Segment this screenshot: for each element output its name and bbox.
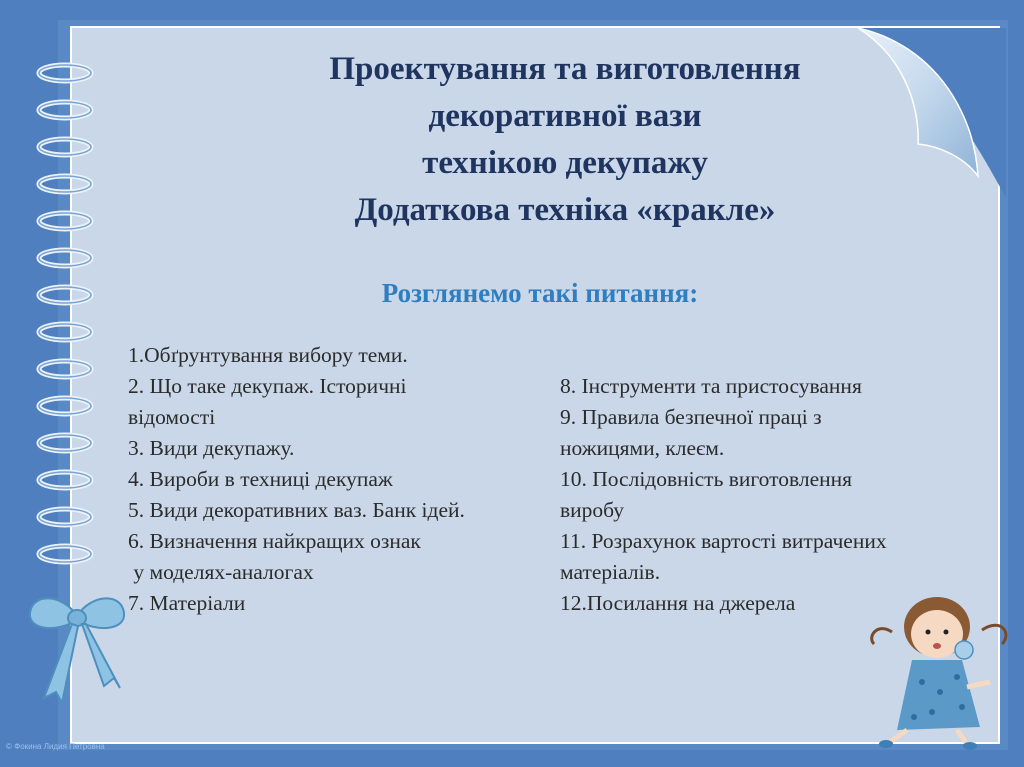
list-item: 2. Що таке декупаж. Історичні bbox=[128, 374, 407, 398]
list-item: 1.Обґрунтування вибору теми. bbox=[128, 343, 408, 367]
title-line: декоративної вази bbox=[428, 98, 702, 134]
spiral-ring-icon bbox=[36, 543, 94, 565]
list-item: 11. Розрахунок вартості витрачених bbox=[560, 529, 887, 553]
girl-illustration bbox=[862, 592, 1022, 750]
spiral-ring-icon bbox=[36, 506, 94, 528]
title-line: Проектування та виготовлення bbox=[329, 51, 801, 87]
list-item: ножицями, клеєм. bbox=[560, 436, 725, 460]
spiral-ring-icon bbox=[36, 321, 94, 343]
list-item: 6. Визначення найкращих ознак bbox=[128, 529, 421, 553]
spiral-ring-icon bbox=[36, 99, 94, 121]
topics-list-left bbox=[128, 340, 558, 619]
spiral-ring-icon bbox=[36, 395, 94, 417]
list-item: 7. Матеріали bbox=[128, 591, 246, 615]
copyright-text: © Фокина Лидия Петровна bbox=[6, 742, 105, 751]
spiral-ring-icon bbox=[36, 62, 94, 84]
spiral-binding bbox=[36, 62, 106, 582]
list-item: 9. Правила безпечної праці з bbox=[560, 405, 822, 429]
list-item: 12.Посилання на джерела bbox=[560, 591, 796, 615]
title-line: Додаткова техніка «кракле» bbox=[354, 192, 776, 228]
list-item: 5. Види декоративних ваз. Банк ідей. bbox=[128, 498, 465, 522]
spiral-ring-icon bbox=[36, 432, 94, 454]
list-item: відомості bbox=[128, 405, 216, 429]
topics-list-right bbox=[560, 371, 980, 619]
section-heading: Розглянемо такі питання: bbox=[381, 278, 699, 308]
list-item: виробу bbox=[560, 498, 625, 522]
list-item: матеріалів. bbox=[560, 560, 661, 584]
spiral-ring-icon bbox=[36, 173, 94, 195]
ribbon-bow-icon bbox=[22, 588, 132, 708]
spiral-ring-icon bbox=[36, 284, 94, 306]
list-item: 4. Вироби в техниці декупаж bbox=[128, 467, 393, 491]
spiral-ring-icon bbox=[36, 136, 94, 158]
spiral-ring-icon bbox=[36, 210, 94, 232]
list-item: 10. Послідовність виготовлення bbox=[560, 467, 853, 491]
spiral-ring-icon bbox=[36, 247, 94, 269]
list-item: 3. Види декупажу. bbox=[128, 436, 295, 460]
list-item: 8. Інструменти та пристосування bbox=[560, 374, 862, 398]
title-line: технікою декупажу bbox=[422, 145, 708, 181]
list-item: у моделях-аналогах bbox=[128, 560, 314, 584]
spiral-ring-icon bbox=[36, 358, 94, 380]
spiral-ring-icon bbox=[36, 469, 94, 491]
page-title bbox=[230, 46, 900, 234]
